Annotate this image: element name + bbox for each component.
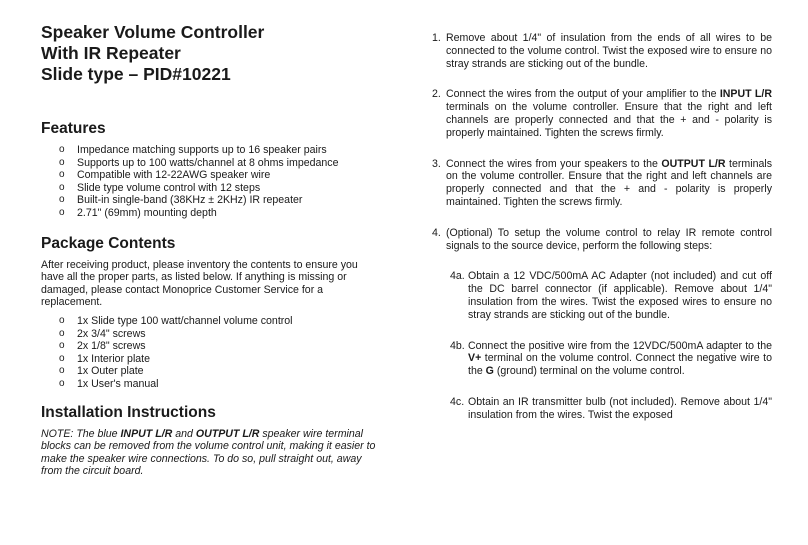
step-number: 4b.	[450, 339, 465, 352]
list-item: o 1x Slide type 100 watt/channel volume control	[59, 314, 293, 327]
step-number: 4a.	[450, 270, 465, 283]
bullet-icon: o	[59, 169, 65, 181]
list-item: o 2.71" (69mm) mounting depth	[59, 206, 217, 219]
features-heading: Features	[41, 120, 106, 137]
step-number: 3.	[432, 157, 441, 170]
installation-note: NOTE: The blue INPUT L/R and OUTPUT L/R speaker wire terminal blocks can be removed from the volume control unit, making it easier to make the speaker wire connections. To do so, pull straight out, away from the circuit board.	[41, 427, 376, 478]
package-list	[41, 315, 381, 391]
step-text: Remove about 1/4" of insulation from the ends of all wires to be connected to the volume control. Twist the exposed wire to ensure no stray strands are sticking out of the bundle.	[446, 32, 772, 70]
title-line-1: Speaker Volume Controller	[41, 22, 265, 42]
step-1	[432, 32, 772, 70]
package-paragraph: After receiving product, please inventory the contents to ensure you have all the proper parts, as listed below. If anything is missing or damaged, please contact Monoprice Customer Service for a replacement.	[41, 258, 358, 309]
right-column	[432, 32, 772, 422]
bullet-icon: o	[59, 352, 65, 364]
step-3	[432, 158, 772, 209]
bullet-icon: o	[59, 194, 65, 206]
document-title	[41, 22, 381, 85]
bullet-icon: o	[59, 340, 65, 352]
list-item: o 2x 1/8" screws	[59, 340, 146, 353]
step-4c	[450, 396, 772, 422]
bullet-icon: o	[59, 144, 65, 155]
bullet-icon: o	[59, 181, 65, 193]
step-text: Connect the positive wire from the 12VDC/500mA adapter to the V+ terminal on the volume control. Connect the negative wire to the G (ground) terminal on the volume control.	[468, 339, 772, 378]
bullet-icon: o	[59, 206, 65, 218]
step-text: Connect the wires from the output of your amplifier to the INPUT L/R terminals on the volume controller. Ensure that the right and left channels are properly connected and that the + and - polarity is properly maintained. Tighten the screws firmly.	[446, 88, 772, 139]
package-heading: Package Contents	[41, 234, 176, 252]
step-2	[432, 88, 772, 139]
list-item: o 1x Outer plate	[59, 365, 144, 378]
bullet-icon: o	[59, 377, 65, 389]
step-number: 4.	[432, 226, 441, 239]
list-item: o Slide type volume control with 12 steps	[59, 181, 261, 194]
step-text: (Optional) To setup the volume control to relay IR remote control signals to the source device, perform the following steps:	[446, 226, 772, 252]
features-list	[41, 144, 381, 220]
list-item: o 1x User's manual	[59, 377, 159, 390]
left-column	[41, 22, 381, 478]
list-item: o Supports up to 100 watts/channel at 8 ohms impedance	[59, 156, 339, 169]
step-4	[432, 227, 772, 253]
list-item: o 1x Interior plate	[59, 352, 151, 365]
list-item: o Built-in single-band (38KHz ± 2KHz) IR repeater	[59, 194, 303, 207]
bullet-icon: o	[59, 156, 65, 168]
step-4b	[450, 340, 772, 378]
bullet-icon: o	[59, 314, 65, 326]
title-line-2: With IR Repeater	[41, 43, 181, 63]
step-number: 2.	[432, 88, 441, 101]
list-item: o 2x 3/4" screws	[59, 327, 146, 340]
list-item: o Impedance matching supports up to 16 speaker pairs	[59, 144, 327, 156]
step-number: 4c.	[450, 395, 465, 408]
step-4a	[450, 270, 772, 321]
step-text: Connect the wires from your speakers to the OUTPUT L/R terminals on the volume controller. Ensure that the right and left channels are properly connected and that the + and - polarity is properly maintained. Tighten the screws firmly.	[446, 157, 773, 208]
bullet-icon: o	[59, 365, 65, 377]
step-number: 1.	[432, 32, 441, 44]
step-text: Obtain an IR transmitter bulb (not included). Remove about 1/4" insulation from the wires. Twist the exposed	[468, 395, 772, 421]
installation-heading: Installation Instructions	[41, 403, 216, 421]
title-line-3: Slide type – PID#10221	[41, 64, 231, 84]
list-item: o Compatible with 12-22AWG speaker wire	[59, 169, 271, 182]
bullet-icon: o	[59, 327, 65, 339]
step-text: Obtain a 12 VDC/500mA AC Adapter (not included) and cut off the DC barrel connector (if applicable). Remove about 1/4" insulation from the wires. Twist the exposed wires to ensure no stray strands are sticking out of the bundle.	[468, 270, 772, 321]
